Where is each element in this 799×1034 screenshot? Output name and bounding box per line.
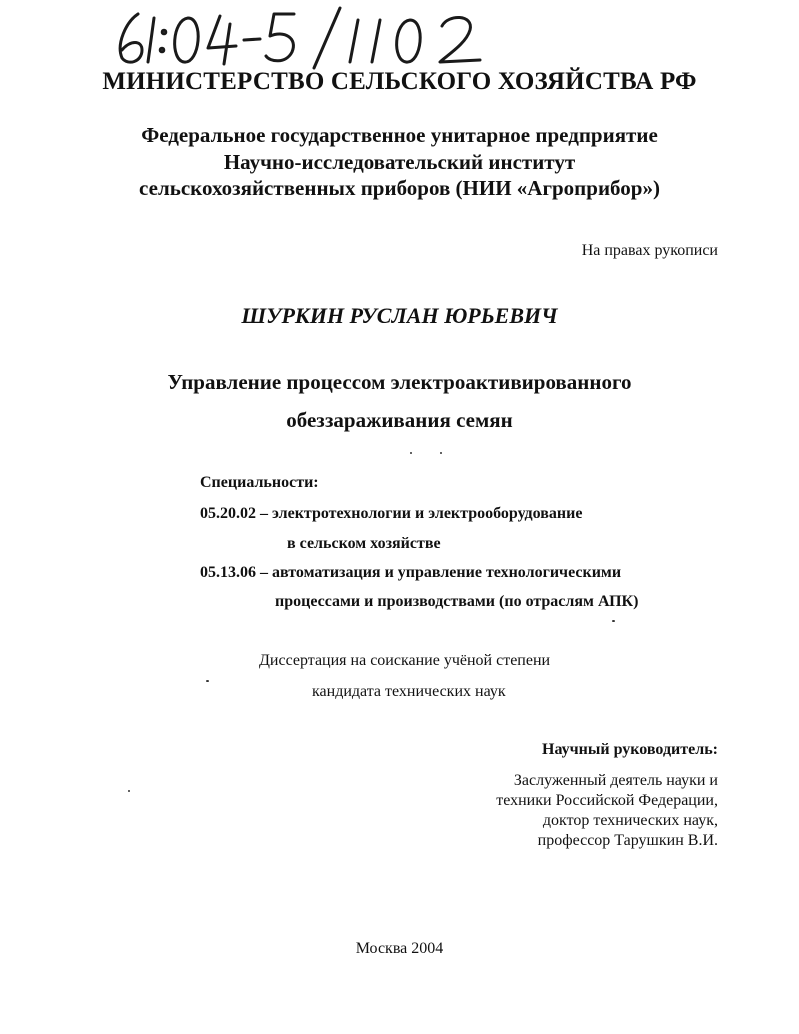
rights-note: На правах рукописи <box>581 242 718 259</box>
scan-speck <box>612 620 615 622</box>
thesis-title-line-2: обеззараживания семян <box>286 408 513 432</box>
advisor-line-1: Заслуженный деятель науки и <box>513 772 718 789</box>
specialty-1-line-1: 05.20.02 – электротехнологии и электрооборудование <box>200 505 583 522</box>
dissertation-line-1: Диссертация на соискание учёной степени <box>259 652 551 669</box>
specialty-2-line-2: процессами и производствами (по отраслям АПК) <box>275 593 639 610</box>
scan-speck <box>128 790 130 792</box>
scan-speck <box>410 452 412 454</box>
advisor-line-4: профессор Тарушкин В.И. <box>537 832 718 849</box>
specialties-heading: Специальности: <box>200 474 319 491</box>
advisor-line-2: техники Российской Федерации, <box>496 792 718 809</box>
advisor-heading: Научный руководитель: <box>542 741 718 758</box>
scan-speck <box>206 680 209 682</box>
dissertation-line-2: кандидата технических наук <box>312 683 506 700</box>
organization-line-1: Федеральное государственное унитарное предприятие <box>141 123 658 147</box>
handwritten-archive-number-drawing <box>108 4 508 70</box>
organization-line-2: Научно-исследовательский институт <box>223 150 576 174</box>
thesis-title-line-1: Управление процессом электроактивированного <box>167 370 632 394</box>
ministry-heading: МИНИСТЕРСТВО СЕЛЬСКОГО ХОЗЯЙСТВА РФ <box>102 68 697 95</box>
organization-line-3: сельскохозяйственных приборов (НИИ «Агроприбор») <box>139 176 660 200</box>
city-year: Москва 2004 <box>355 940 444 957</box>
specialty-1-line-2: в сельском хозяйстве <box>287 535 441 552</box>
specialty-2-line-1: 05.13.06 – автоматизация и управление технологическими <box>200 564 622 581</box>
author-name: ШУРКИН РУСЛАН ЮРЬЕВИЧ <box>241 303 558 328</box>
advisor-line-3: доктор технических наук, <box>542 812 718 829</box>
scan-speck <box>440 452 442 454</box>
handwritten-archive-number <box>108 4 508 70</box>
